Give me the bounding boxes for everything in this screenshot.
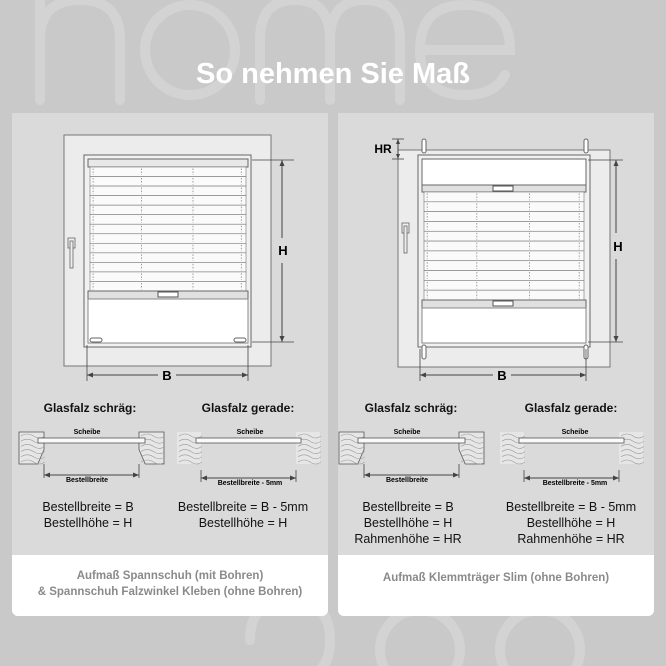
- heading-glasfalz-gerade: Glasfalz gerade:: [201, 401, 295, 415]
- arrowhead: [420, 373, 426, 378]
- arrowhead: [44, 473, 50, 478]
- page-title: So nehmen Sie Maß: [196, 58, 470, 90]
- arrowhead: [364, 473, 370, 478]
- wood-profile: [177, 432, 201, 464]
- pleat: [90, 177, 246, 187]
- arrowhead: [524, 476, 530, 481]
- arrowhead: [614, 336, 619, 342]
- wood-profile: [19, 432, 44, 464]
- clamp-bracket: [422, 345, 426, 359]
- formula-line: Bestellbreite = B: [42, 500, 134, 514]
- pleat: [424, 280, 584, 290]
- arrowhead: [580, 373, 586, 378]
- heading-glasfalz-schraeg: Glasfalz schräg:: [364, 401, 458, 415]
- glass-pane: [88, 299, 248, 343]
- label-h: H: [613, 239, 623, 254]
- clamp-shoe: [234, 338, 246, 342]
- pleat: [90, 167, 246, 177]
- blind-grip: [493, 186, 513, 191]
- pleat: [424, 290, 584, 300]
- label-b: B: [162, 368, 172, 383]
- label-b: B: [497, 368, 507, 383]
- glass-pane: [358, 438, 465, 443]
- label-bestellbreite-5mm: Bestellbreite - 5mm: [542, 480, 608, 487]
- glass-pane: [422, 308, 586, 343]
- formula-line: Rahmenhöhe = HR: [517, 532, 625, 546]
- clamp-bracket: [584, 139, 588, 153]
- formula-line: Bestellhöhe = H: [526, 516, 616, 530]
- pleat: [90, 272, 246, 282]
- window-handle-icon: [70, 241, 73, 268]
- pleat: [90, 224, 246, 234]
- pleat: [424, 212, 584, 222]
- heading-glasfalz-schraeg: Glasfalz schräg:: [43, 401, 137, 415]
- heading-glasfalz-gerade: Glasfalz gerade:: [524, 401, 618, 415]
- caption-line: & Spannschuh Falzwinkel Kleben (ohne Bohren): [37, 586, 303, 598]
- formula-line: Bestellhöhe = H: [198, 516, 288, 530]
- pleat: [90, 215, 246, 225]
- glass-pane: [519, 438, 624, 443]
- window-diagram: [12, 113, 328, 616]
- arrowhead: [453, 473, 459, 478]
- blind-grip: [493, 301, 513, 306]
- pleat: [424, 251, 584, 261]
- caption-line: Aufmaß Klemmträger Slim (ohne Bohren): [382, 572, 610, 584]
- wood-profile: [459, 432, 484, 464]
- formula-line: Bestellhöhe = H: [363, 516, 453, 530]
- formula-gerade: [496, 499, 646, 547]
- formula-line: Bestellbreite = B - 5mm: [505, 500, 637, 514]
- pleat: [424, 221, 584, 231]
- pleat: [424, 192, 584, 202]
- pleat: [90, 262, 246, 272]
- formula-line: Bestellbreite = B: [362, 500, 454, 514]
- formula-line: Rahmenhöhe = HR: [354, 532, 462, 546]
- label-hr: HR: [374, 142, 392, 156]
- label-h: H: [278, 243, 288, 258]
- label-scheibe: Scheibe: [236, 429, 264, 436]
- pleat: [424, 261, 584, 271]
- pleat: [90, 234, 246, 244]
- blind-top-rail: [88, 159, 248, 167]
- arrowhead: [614, 160, 619, 166]
- footer-caption: [12, 555, 328, 616]
- arrowhead: [613, 476, 619, 481]
- pleat: [424, 241, 584, 251]
- arrowhead: [133, 473, 139, 478]
- formula-schraeg: [338, 499, 483, 547]
- formula-gerade: [168, 499, 318, 531]
- label-scheibe: Scheibe: [393, 429, 421, 436]
- label-bestellbreite: Bestellbreite: [385, 477, 429, 484]
- label-bestellbreite: Bestellbreite: [65, 477, 109, 484]
- arrowhead: [396, 139, 400, 144]
- panel-spannschuh: [12, 113, 328, 616]
- arrowhead: [201, 476, 207, 481]
- arrowhead: [280, 160, 285, 166]
- pleat: [90, 196, 246, 206]
- formula-line: Bestellhöhe = H: [43, 516, 133, 530]
- pleat: [90, 243, 246, 253]
- arrowhead: [280, 336, 285, 342]
- caption-line: Aufmaß Spannschuh (mit Bohren): [76, 570, 264, 582]
- clamp-shoe: [90, 338, 102, 342]
- pleat: [424, 202, 584, 212]
- wood-profile: [619, 432, 643, 464]
- clamp-bracket: [422, 139, 426, 153]
- label-bestellbreite-5mm: Bestellbreite - 5mm: [217, 480, 283, 487]
- arrowhead: [87, 373, 93, 378]
- panel-klemmtraeger: [338, 113, 654, 616]
- wood-profile: [296, 432, 320, 464]
- watermark-stroke: [500, 610, 580, 666]
- glass-pane: [196, 438, 301, 443]
- glass-pane: [38, 438, 145, 443]
- wood-profile: [500, 432, 524, 464]
- arrowhead: [242, 373, 248, 378]
- pleat: [424, 231, 584, 241]
- pleat: [90, 281, 246, 291]
- wood-profile: [139, 432, 164, 464]
- formula-schraeg: [13, 499, 163, 531]
- window-handle-icon: [404, 226, 407, 253]
- footer-caption: [338, 555, 654, 616]
- label-scheibe: Scheibe: [561, 429, 589, 436]
- blind-grip: [158, 292, 178, 297]
- pleat: [424, 271, 584, 281]
- arrowhead: [290, 476, 296, 481]
- pleat: [90, 253, 246, 263]
- pleat: [90, 205, 246, 215]
- watermark-stroke: [380, 610, 460, 666]
- wood-profile: [339, 432, 364, 464]
- formula-line: Bestellbreite = B - 5mm: [177, 500, 309, 514]
- pleat: [90, 186, 246, 196]
- label-scheibe: Scheibe: [73, 429, 101, 436]
